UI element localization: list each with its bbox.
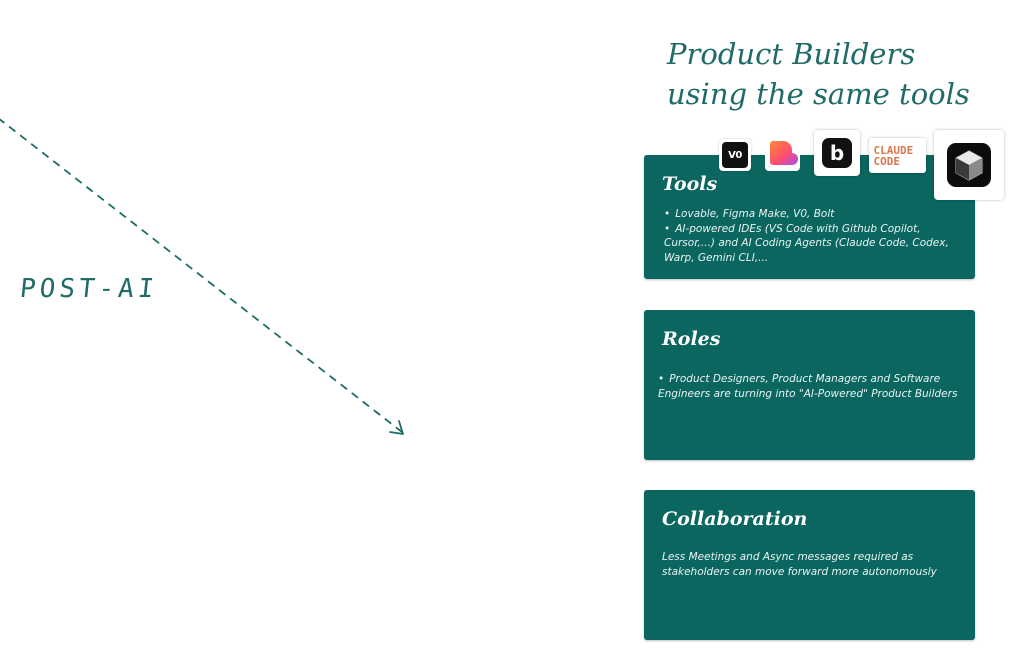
tools-card xyxy=(644,155,975,279)
v0-logo xyxy=(719,139,751,171)
v0-icon: V0 xyxy=(722,142,748,168)
collaboration-card xyxy=(644,490,975,640)
builders-heading-line-2: using the same tools xyxy=(667,77,970,111)
builders-heading-line-1: Product Builders xyxy=(667,37,916,71)
roles-list xyxy=(658,372,967,401)
claude-code-logo xyxy=(869,138,926,173)
cursor-logo xyxy=(934,130,1004,200)
roles-list-item: • Product Designers, Product Managers and Software Engineers are turning into "AI-Powered" Product Builders xyxy=(658,372,967,401)
collaboration-card-title: Collaboration xyxy=(662,508,808,530)
claude-code-line-1: CLAUDE xyxy=(873,143,914,157)
cursor-cube-icon xyxy=(947,143,991,187)
tools-list xyxy=(664,207,967,265)
roles-card-title: Roles xyxy=(662,328,721,350)
tools-list-item: • AI-powered IDEs (VS Code with Github Copilot, Cursor,...) and AI Coding Agents (Claude Code, Codex, Warp, Gemini CLI,... xyxy=(664,222,967,266)
tools-card-title: Tools xyxy=(662,173,718,195)
tools-list-item: • Lovable, Figma Make, V0, Bolt xyxy=(664,207,967,222)
roles-card xyxy=(644,310,975,460)
bolt-icon: b xyxy=(822,138,852,168)
post-ai-label: POST-AI xyxy=(18,274,160,304)
bolt-logo xyxy=(814,130,860,176)
claude-code-line-2: CODE xyxy=(873,154,900,168)
lovable-heart-icon xyxy=(765,137,800,171)
collaboration-text: Less Meetings and Async messages required as stakeholders can move forward more autonomously xyxy=(662,551,937,578)
builders-heading xyxy=(667,34,1007,114)
lovable-logo xyxy=(765,137,800,171)
